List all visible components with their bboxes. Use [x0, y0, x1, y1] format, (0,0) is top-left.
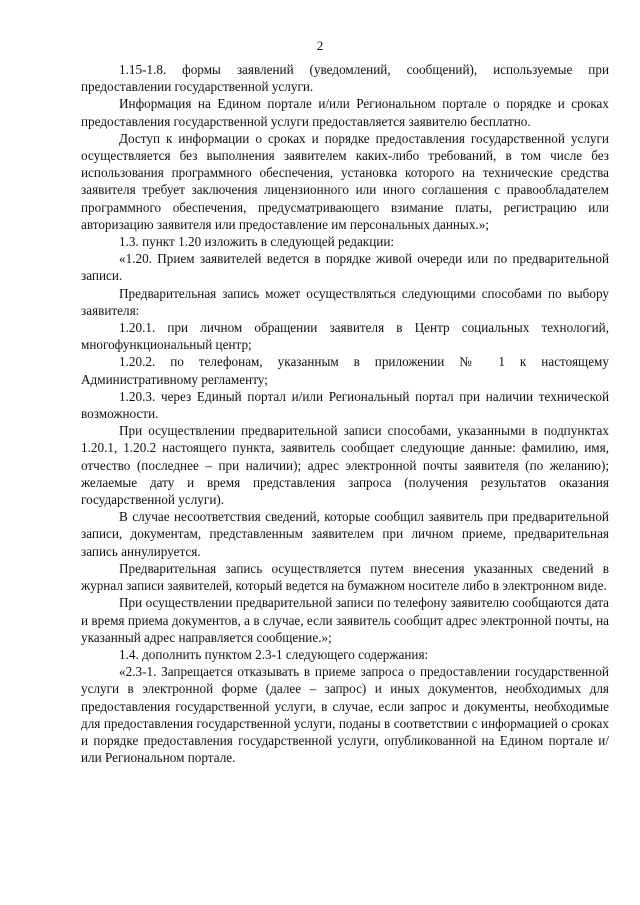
paragraph: В случае несоответствия сведений, которые сообщил заявитель при предварительной записи, документам, представленным заявителем при личном приеме, предварительная запись аннулируется.: [81, 509, 609, 559]
paragraph: 1.15-1.8. формы заявлений (уведомлений, сообщений), используемые при предоставлении государственной услуги.: [81, 62, 609, 95]
paragraph: При осуществлении предварительной записи способами, указанными в подпунктах 1.20.1, 1.20.2 настоящего пункта, заявитель сообщает следующие данные: фамилию, имя, отчество (последнее – при наличии); адрес электронной почты заявителя (по желанию); желаемые дату и время представления запроса (получения результатов оказания государственной услуги).: [81, 423, 609, 508]
paragraph: 1.20.1. при личном обращении заявителя в Центр социальных технологий, многофункциональный центр;: [81, 320, 609, 353]
paragraph: Предварительная запись осуществляется путем внесения указанных сведений в журнал записи заявителей, который ведется на бумажном носителе либо в электронном виде.: [81, 560, 609, 594]
paragraph: «1.20. Прием заявителей ведется в порядке живой очереди или по предварительной записи.: [81, 251, 609, 284]
document-body: [81, 61, 609, 766]
paragraph: Предварительная запись может осуществляться следующими способами по выбору заявителя:: [81, 285, 609, 318]
paragraph: 1.20.3. через Единый портал и/или Региональный портал при наличии технической возможности.: [81, 388, 609, 422]
paragraph: 1.3. пункт 1.20 изложить в следующей редакции:: [119, 234, 395, 250]
paragraph: Доступ к информации о сроках и порядке предоставления государственной услуги осуществляется без выполнения заявителем каких-либо требований, в том числе без использования программного обеспечения, установка которого на технические средства заявителя требует заключения лицензионного или иного соглашения с правообладателем программного обеспечения, предусматривающего взимание платы, регистрацию или авторизацию заявителя или предоставление им персональных данных.»;: [81, 130, 609, 232]
paragraph: При осуществлении предварительной записи по телефону заявителю сообщаются дата и время приема документов, а в случае, если заявитель сообщит адрес электронной почты, на указанный адрес направляется сообщение.»;: [81, 595, 609, 645]
paragraph: 1.4. дополнить пунктом 2.3-1 следующего содержания:: [119, 646, 429, 662]
page-number: 2: [316, 38, 324, 53]
paragraph: Информация на Едином портале и/или Региональном портале о порядке и сроках предоставления государственной услуги предоставляется заявителю бесплатно.: [81, 96, 609, 129]
paragraph: «2.3-1. Запрещается отказывать в приеме запроса о предоставлении государственной услуги в электронной форме (далее – запрос) и иных документов, необходимых для предоставления государственной услуги, в случае, если запрос и документы, необходимые для предоставления государственной услуги, поданы в соответствии с информацией о сроках и порядке предоставления государственной услуги, опубликованной на Едином портале и/или Региональном портале.: [81, 664, 609, 766]
paragraph: 1.20.2. по телефонам, указанным в приложении № 1 к настоящему Административному регламенту;: [81, 354, 609, 387]
